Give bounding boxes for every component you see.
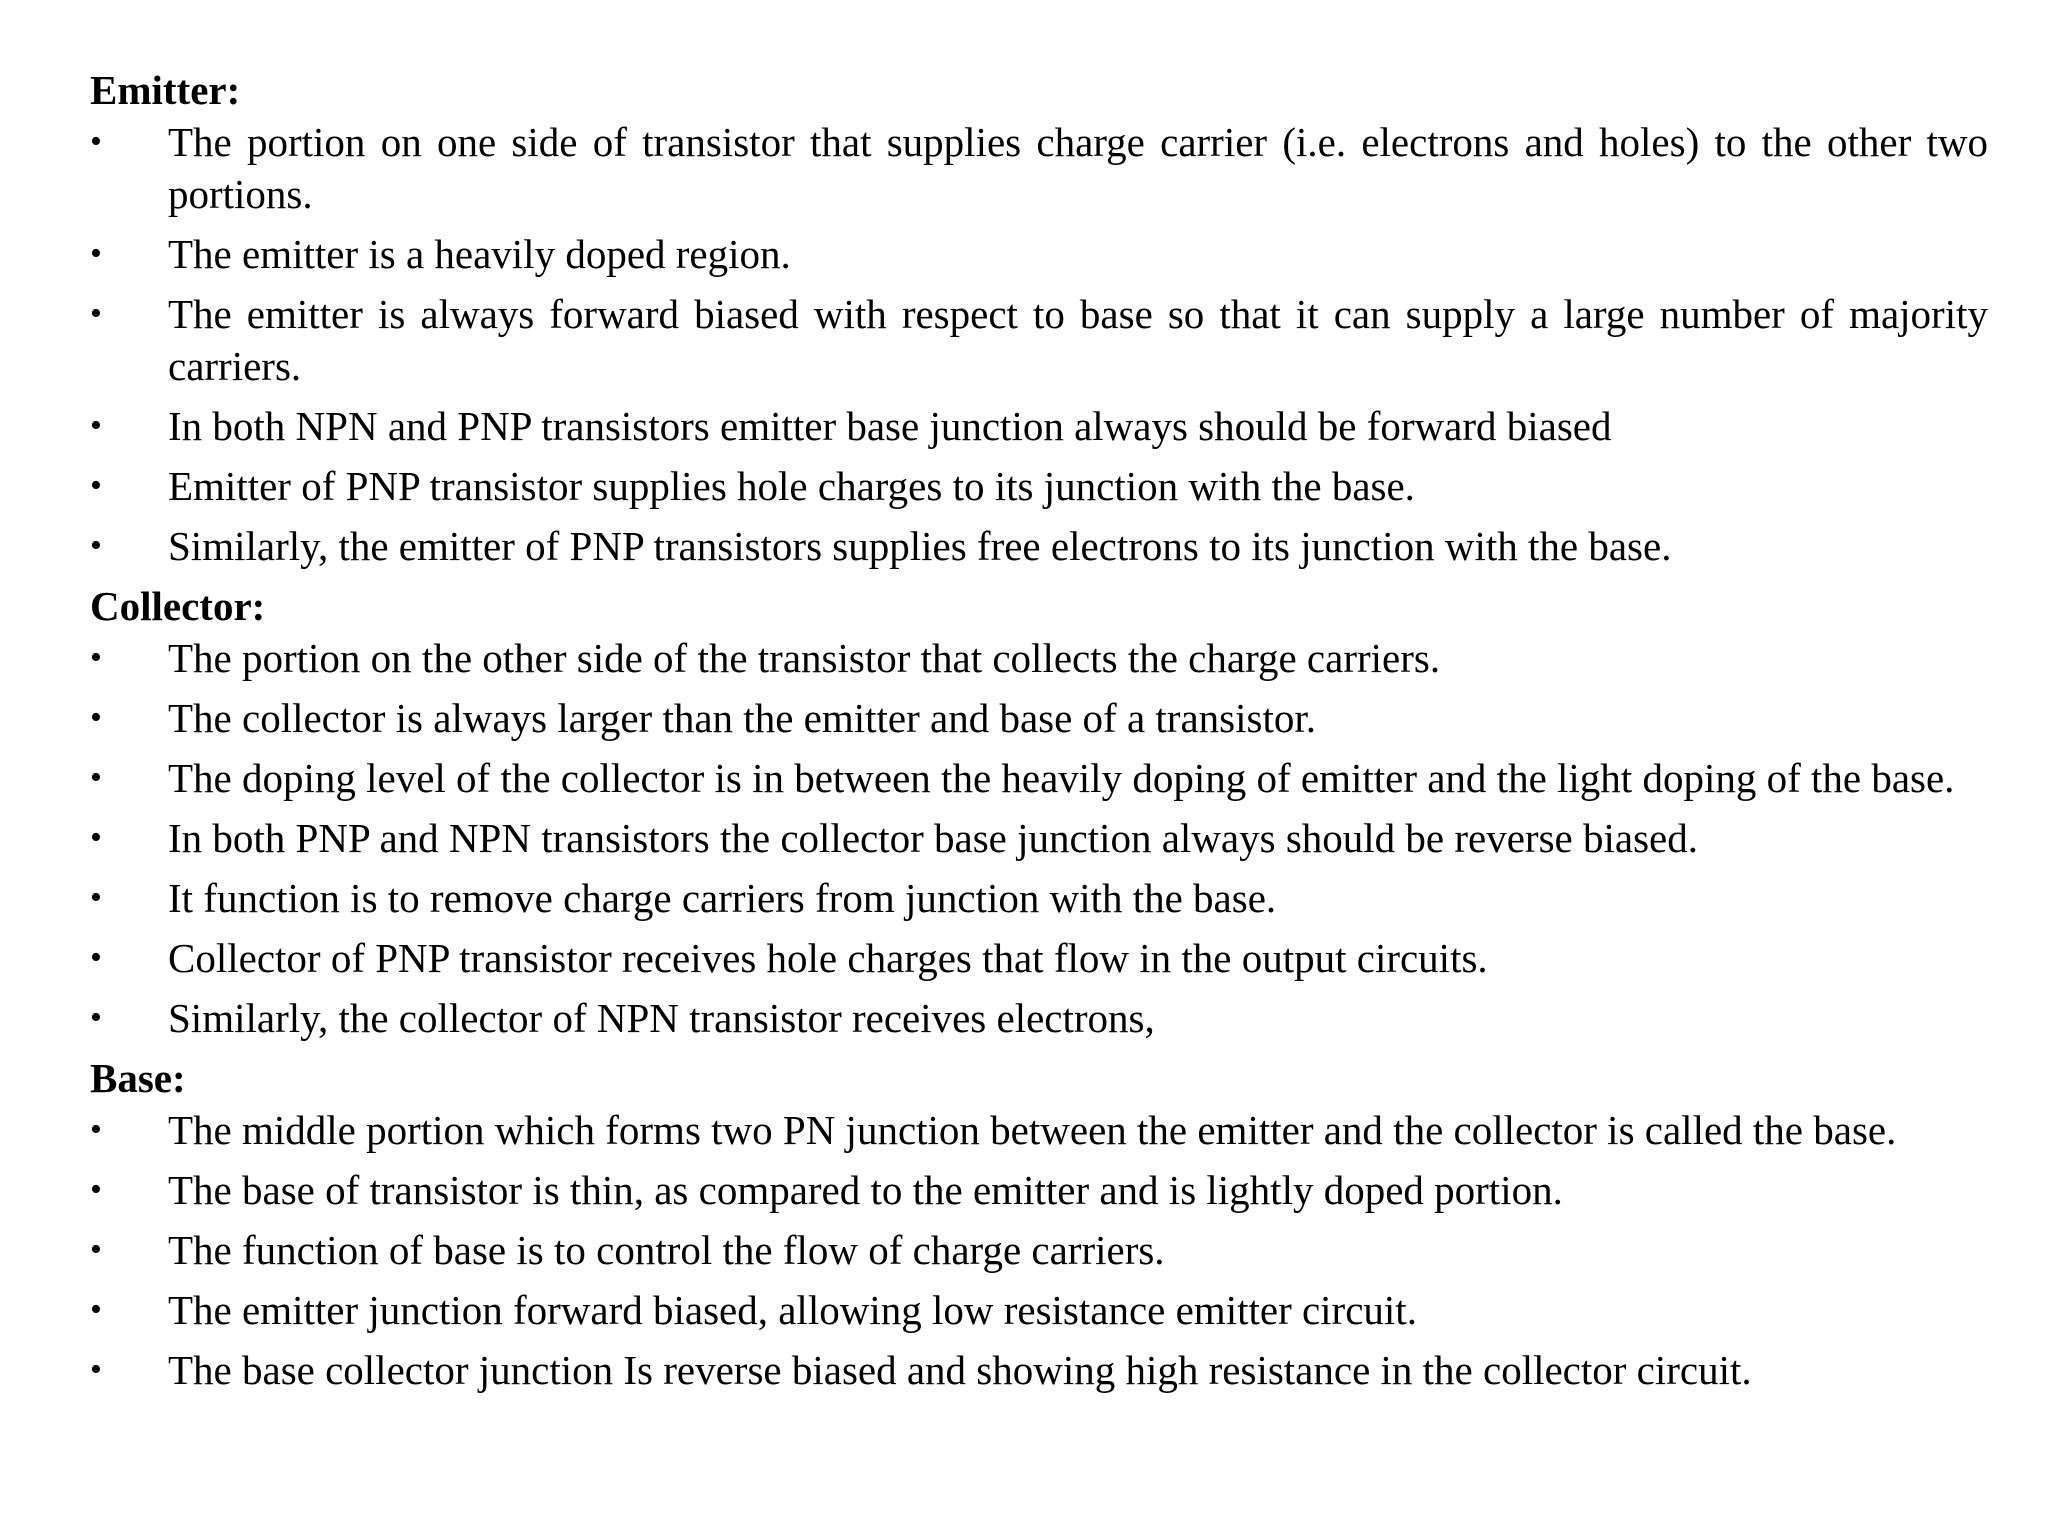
bullet-icon: • <box>90 879 102 916</box>
section-heading-emitter: Emitter: <box>90 67 241 113</box>
bullet-icon: • <box>90 527 102 564</box>
bullet-icon: • <box>90 1111 102 1148</box>
list-item <box>90 692 1988 744</box>
bullet-list-base <box>90 1104 1988 1396</box>
list-item-text: The portion on the other side of the transistor that collects the charge carriers. <box>168 635 1441 681</box>
section-heading-base: Base: <box>90 1055 186 1101</box>
section-emitter <box>90 64 1988 572</box>
list-item-text: Emitter of PNP transistor supplies hole charges to its junction with the base. <box>168 463 1415 509</box>
bullet-icon: • <box>90 939 102 976</box>
bullet-icon: • <box>90 819 102 856</box>
bullet-icon: • <box>90 1171 102 1208</box>
list-item-text: The base collector junction Is reverse biased and showing high resistance in the collector circuit. <box>168 1347 1752 1393</box>
bullet-icon: • <box>90 235 102 272</box>
list-item <box>90 872 1988 924</box>
list-item <box>90 520 1988 572</box>
list-item <box>90 228 1988 280</box>
list-item-text: Similarly, the emitter of PNP transistors supplies free electrons to its junction with the base. <box>168 523 1672 569</box>
bullet-icon: • <box>90 1231 102 1268</box>
list-item-text: The function of base is to control the flow of charge carriers. <box>168 1227 1165 1273</box>
list-item-text: Collector of PNP transistor receives hole charges that flow in the output circuits. <box>168 935 1488 981</box>
list-item <box>90 400 1988 452</box>
list-item-text: The emitter is a heavily doped region. <box>168 231 791 277</box>
list-item <box>90 632 1988 684</box>
bullet-icon: • <box>90 759 102 796</box>
list-item <box>90 932 1988 984</box>
section-base <box>90 1052 1988 1396</box>
list-item-text: It function is to remove charge carriers from junction with the base. <box>168 875 1277 921</box>
list-item-text: The base of transistor is thin, as compared to the emitter and is lightly doped portion. <box>168 1167 1563 1213</box>
list-item <box>90 1284 1988 1336</box>
list-item-text: The collector is always larger than the emitter and base of a transistor. <box>168 695 1316 741</box>
bullet-icon: • <box>90 699 102 736</box>
bullet-icon: • <box>90 407 102 444</box>
list-item <box>90 1104 1988 1156</box>
list-item-text: The emitter junction forward biased, allowing low resistance emitter circuit. <box>168 1287 1417 1333</box>
bullet-icon: • <box>90 1351 102 1388</box>
bullet-icon: • <box>90 123 102 160</box>
bullet-icon: • <box>90 467 102 504</box>
list-item <box>90 812 1988 864</box>
list-item <box>90 752 1988 804</box>
list-item-text: The portion on one side of transistor that supplies charge carrier (i.e. electrons and holes) to the other two portions. <box>168 119 1988 217</box>
list-item <box>90 1344 1988 1396</box>
list-item-text: The doping level of the collector is in between the heavily doping of emitter and the light doping of the base. <box>168 755 1955 801</box>
document-page <box>90 64 1988 1404</box>
bullet-icon: • <box>90 999 102 1036</box>
list-item-text: In both NPN and PNP transistors emitter base junction always should be forward biased <box>168 403 1612 449</box>
list-item-text: The middle portion which forms two PN junction between the emitter and the collector is called the base. <box>168 1107 1897 1153</box>
bullet-icon: • <box>90 639 102 676</box>
bullet-list-emitter <box>90 116 1988 572</box>
list-item <box>90 460 1988 512</box>
list-item-text: Similarly, the collector of NPN transistor receives electrons, <box>168 995 1155 1041</box>
section-heading-collector: Collector: <box>90 583 266 629</box>
list-item <box>90 992 1988 1044</box>
section-collector <box>90 580 1988 1044</box>
list-item <box>90 1164 1988 1216</box>
list-item-text: The emitter is always forward biased with respect to base so that it can supply a large number of majority carriers. <box>168 291 1988 389</box>
list-item <box>90 1224 1988 1276</box>
list-item-text: In both PNP and NPN transistors the collector base junction always should be reverse biased. <box>168 815 1698 861</box>
bullet-icon: • <box>90 295 102 332</box>
bullet-icon: • <box>90 1291 102 1328</box>
list-item <box>90 116 1988 220</box>
list-item <box>90 288 1988 392</box>
bullet-list-collector <box>90 632 1988 1044</box>
